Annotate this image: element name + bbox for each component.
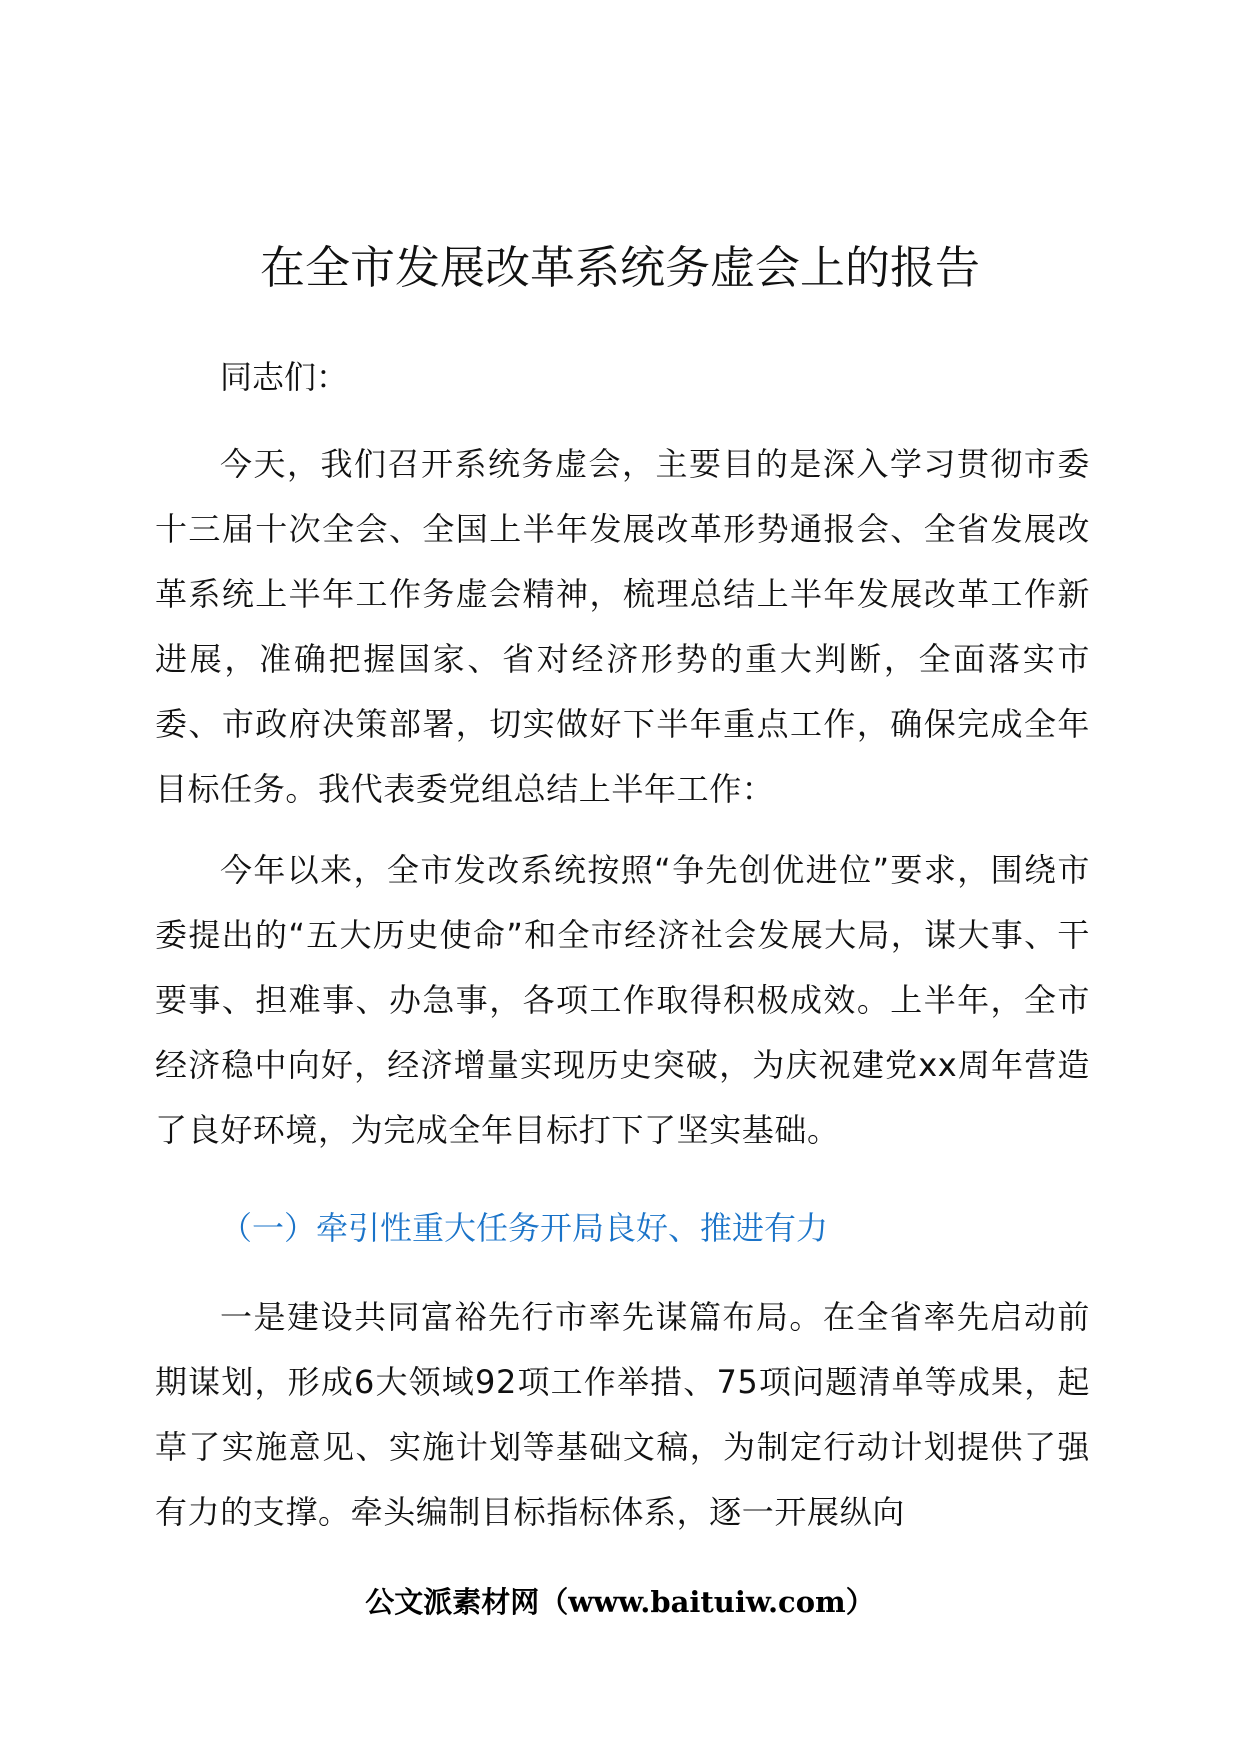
paragraph-1: 今天，我们召开系统务虚会，主要目的是深入学习贯彻市委十三届十次全会、全国上半年发展改革形势通报会、全省发展改革系统上半年工作务虚会精神，梳理总结上半年发展改革工作新进展，准确把握国家、省对经济形势的重大判断，全面落实市委、市政府决策部署，切实做好下半年重点工作，确保完成全年目标任务。我代表委党组总结上半年工作： xyxy=(155,445,1090,808)
paragraph-2: 今年以来，全市发改系统按照“争先创优进位”要求，围绕市委提出的“五大历史使命”和全市经济社会发展大局，谋大事、干要事、担难事、办急事，各项工作取得积极成效。上半年，全市经济稳中向好，经济增量实现历史突破，为庆祝建党xx周年营造了良好环境，为完成全年目标打下了坚实基础。 xyxy=(155,851,1090,1149)
paragraph-block-3 xyxy=(155,1285,1090,1545)
salutation: 同志们： xyxy=(220,358,349,396)
paragraph-3: 一是建设共同富裕先行市率先谋篇布局。在全省率先启动前期谋划，形成6大领域92项工作举措、75项问题清单等成果，起草了实施意见、实施计划等基础文稿，为制定行动计划提供了强有力的支撑。牵头编制目标指标体系，逐一开展纵向 xyxy=(155,1298,1090,1531)
paragraph-block-2 xyxy=(155,838,1090,1163)
section-heading: （一）牵引性重大任务开局良好、推进有力 xyxy=(220,1209,829,1247)
footer-watermark: 公文派素材网（www.baituiw.com） xyxy=(365,1585,875,1619)
paragraph-block-1 xyxy=(155,432,1090,822)
document-title: 在全市发展改革系统务虚会上的报告 xyxy=(259,241,980,294)
